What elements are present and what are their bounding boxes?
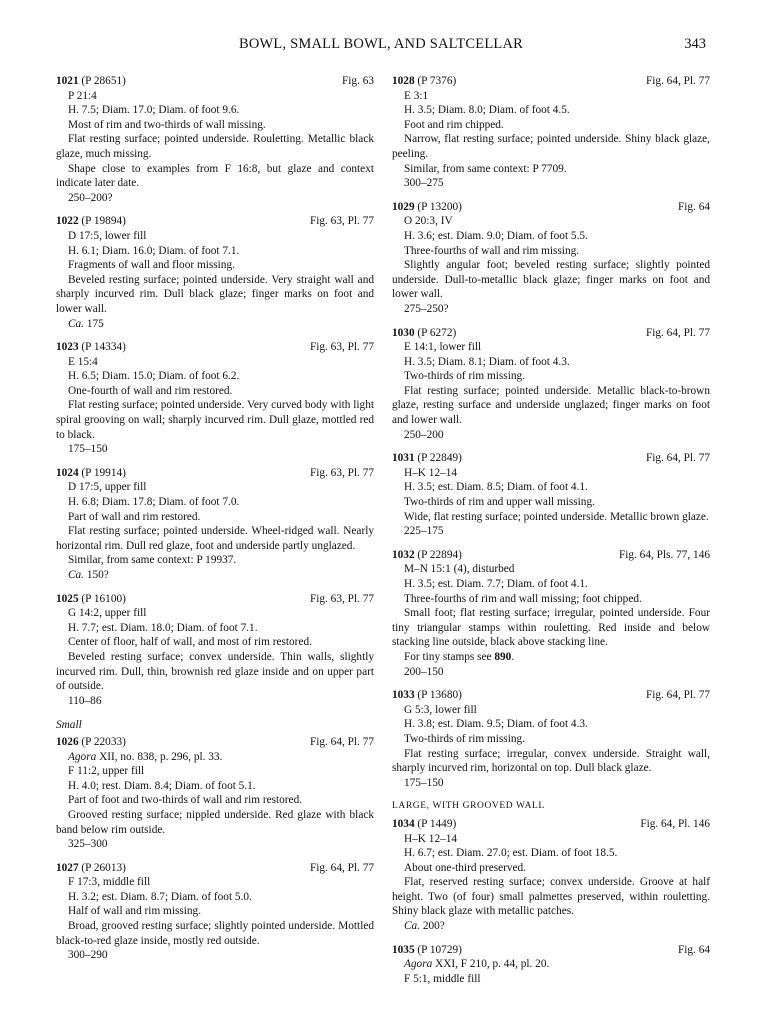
page-header [56, 36, 706, 56]
condition: Three-fourths of wall and rim missing. [404, 244, 580, 257]
right-column [392, 74, 710, 995]
deposit: H–K 12–14 [404, 466, 458, 479]
deposit: G 5:3, lower fill [404, 703, 477, 716]
entry-number: 1022 [56, 215, 79, 228]
figure-reference: Fig. 64 [677, 200, 710, 213]
deposit: G 14:2, upper fill [68, 607, 147, 620]
bibliography [392, 957, 710, 972]
inventory-number: (P 13680) [417, 689, 462, 702]
condition: Two-thirds of rim missing. [404, 732, 525, 745]
figure-reference: Fig. 63, Pl. 77 [309, 215, 374, 228]
catalog-entry-1028 [392, 74, 710, 191]
figure-reference: Fig. 64 [677, 943, 710, 956]
catalog-entry-1023 [56, 340, 374, 457]
entry-number: 1030 [392, 326, 415, 339]
date-circa: Ca. [68, 317, 85, 330]
condition: Center of floor, half of wall, and most of rim restored. [68, 636, 312, 649]
catalog-entry-1033 [392, 688, 710, 790]
condition: Two-thirds of rim missing. [404, 370, 525, 383]
catalog-entry-1026 [56, 735, 374, 852]
deposit: D 17:5, upper fill [68, 481, 147, 494]
catalog-entry-1025 [56, 592, 374, 709]
dimensions: H. 7.5; Diam. 17.0; Diam. of foot 9.6. [68, 104, 240, 117]
date-value: 150? [86, 569, 109, 581]
catalog-entry-1024 [56, 466, 374, 583]
inventory-number: (P 26013) [81, 861, 126, 874]
page-number: 343 [684, 36, 706, 52]
date: 300–290 [68, 949, 108, 962]
bibliography-series: Agora [404, 958, 433, 971]
figure-reference: Fig. 64, Pl. 77 [645, 689, 710, 702]
section-subheading: LARGE, WITH GROOVED WALL [392, 801, 545, 812]
catalog-entry-1029 [392, 200, 710, 317]
comparanda: Similar, from same context: P 19937. [68, 554, 237, 567]
date-circa: Ca. [68, 569, 85, 581]
dimensions: H. 3.5; est. Diam. 8.5; Diam. of foot 4.1. [404, 481, 588, 494]
cross-reference-text: For tiny stamps see [404, 650, 492, 663]
description: Flat resting surface; irregular, convex underside. Straight wall, sharply incurved rim, horizontal on top. Dull black glaze. [392, 747, 710, 775]
dimensions: H. 3.5; Diam. 8.0; Diam. of foot 4.5. [404, 104, 570, 117]
dimensions: H. 3.8; est. Diam. 9.5; Diam. of foot 4.3. [404, 718, 588, 731]
dimensions: H. 6.1; Diam. 16.0; Diam. of foot 7.1. [68, 244, 240, 257]
condition: One-fourth of wall and rim restored. [68, 384, 233, 397]
section-subheading: Small [56, 719, 82, 732]
figure-reference: Fig. 63, Pl. 77 [309, 466, 374, 479]
figure-reference: Fig. 63, Pl. 77 [309, 341, 374, 354]
entry-number: 1034 [392, 817, 415, 830]
description: Slightly angular foot; beveled resting surface; slightly pointed underside. Dull-to-metallic black glaze; finger marks on foot and lower wall. [392, 259, 710, 301]
date-value: 175 [86, 317, 104, 330]
inventory-number: (P 14334) [81, 341, 126, 354]
condition: Two-thirds of rim and upper wall missing. [404, 496, 595, 509]
inventory-number: (P 6272) [417, 326, 457, 339]
cross-reference-period: . [511, 650, 515, 663]
description: Beveled resting surface; convex underside. Thin walls, slightly incurved rim. Dull, thin, brownish red glaze inside and on upper part of outside. [56, 650, 374, 693]
date: 175–150 [68, 443, 108, 456]
figure-reference: Fig. 64, Pl. 77 [645, 326, 710, 339]
entry-number: 1029 [392, 200, 415, 213]
cross-reference [392, 650, 710, 665]
entry-number: 1028 [392, 75, 415, 87]
description: Flat resting surface; pointed underside. Wheel-ridged wall. Nearly horizontal rim. Dull red glaze, foot and underside partly unglazed. [56, 525, 374, 552]
bibliography: Agora XII, no. 838, p. 296, pl. 33. [68, 750, 223, 763]
date [392, 919, 710, 934]
description: Flat resting surface; pointed underside. Rouletting. Metallic black glaze, much missing. [56, 133, 374, 160]
figure-reference: Fig. 64, Pl. 77 [309, 861, 374, 874]
date: 250–200 [404, 428, 444, 441]
bibliography-citation: XXI, F 210, p. 44, pl. 20. [435, 958, 550, 971]
comparanda: Similar, from same context: P 7709. [404, 162, 567, 175]
dimensions: H. 3.6; est. Diam. 9.0; Diam. of foot 5.5. [404, 229, 588, 242]
entry-number: 1023 [56, 341, 79, 354]
deposit: F 11:2, upper fill [68, 765, 145, 778]
inventory-number: (P 19914) [81, 466, 126, 479]
date-circa: Ca. [404, 920, 421, 933]
inventory-number: (P 16100) [81, 592, 126, 605]
dimensions: H. 3.2; est. Diam. 8.7; Diam. of foot 5.0. [68, 890, 252, 903]
inventory-number: (P 7376) [417, 75, 457, 87]
figure-reference: Fig. 64, Pl. 77 [645, 452, 710, 465]
entry-number: 1031 [392, 452, 415, 465]
date: 225–175 [404, 525, 444, 538]
entry-number: 1025 [56, 592, 79, 605]
condition: Three-fourths of rim and wall missing; foot chipped. [404, 592, 642, 605]
dimensions: H. 4.0; rest. Diam. 8.4; Diam. of foot 5.1. [68, 779, 256, 792]
inventory-number: (P 28651) [81, 75, 126, 87]
deposit: E 15:4 [68, 355, 98, 368]
inventory-number: (P 22849) [417, 452, 462, 465]
condition: Fragments of wall and floor missing. [68, 259, 235, 272]
entry-number: 1026 [56, 735, 79, 748]
deposit: D 17:5, lower fill [68, 229, 147, 242]
figure-reference: Fig. 63 [341, 75, 374, 87]
entry-number: 1035 [392, 943, 415, 956]
description: Flat resting surface; pointed underside. Metallic black-to-brown glaze, resting surface and underside unglazed; finger marks on foot and lower wall. [392, 384, 710, 427]
description: Flat, reserved resting surface; convex underside. Groove at half height. Two (of four) small palmettes preserved, within rouletting. Shiny black glaze with metallic patches. [392, 876, 710, 918]
deposit: E 14:1, lower fill [404, 341, 482, 354]
condition: Part of foot and two-thirds of wall and rim restored. [68, 794, 303, 807]
figure-reference: Fig. 64, Pl. 77 [309, 735, 374, 748]
inventory-number: (P 13200) [417, 200, 462, 213]
dimensions: H. 7.7; est. Diam. 18.0; Diam. of foot 7.1. [68, 621, 258, 634]
deposit: E 3:1 [404, 89, 429, 102]
catalog-entry-1035 [392, 943, 710, 987]
cross-reference-number[interactable]: 890 [494, 650, 512, 663]
catalog-entry-1027 [56, 861, 374, 963]
description: Narrow, flat resting surface; pointed underside. Shiny black glaze, peeling. [392, 133, 710, 160]
date-value: 200? [422, 920, 445, 933]
catalog-entry-1032 [392, 548, 710, 679]
date: 250–200? [68, 191, 113, 204]
deposit: P 21:4 [68, 89, 97, 102]
entry-number: 1027 [56, 861, 79, 874]
inventory-number: (P 19894) [81, 215, 126, 228]
date [56, 317, 374, 332]
deposit: F 5:1, middle fill [404, 972, 481, 985]
catalog-entry-1034 [392, 817, 710, 934]
date: 175–150 [404, 776, 444, 789]
entry-number: 1021 [56, 75, 79, 87]
dimensions: H. 6.8; Diam. 17.8; Diam. of foot 7.0. [68, 496, 240, 509]
description: Broad, grooved resting surface; slightly pointed underside. Mottled black-to-red glaze inside, mostly red outside. [56, 920, 374, 947]
dimensions: H. 3.5; est. Diam. 7.7; Diam. of foot 4.1. [404, 578, 588, 590]
comment: Shape close to examples from F 16:8, but glaze and context indicate later date. [56, 162, 374, 190]
condition: About one-third preserved. [404, 861, 527, 874]
inventory-number: (P 10729) [417, 943, 462, 956]
condition: Foot and rim chipped. [404, 118, 504, 131]
condition: Most of rim and two-thirds of wall missing. [68, 118, 266, 131]
figure-reference: Fig. 64, Pl. 146 [640, 817, 710, 830]
deposit: M–N 15:1 (4), disturbed [404, 563, 515, 576]
deposit: F 17:3, middle fill [68, 876, 151, 889]
dimensions: H. 6.7; est. Diam. 27.0; est. Diam. of foot 18.5. [404, 847, 618, 860]
description: Small foot; flat resting surface; irregular, pointed underside. Four tiny triangular stamps within rouletting. Red inside and below stacking line outside, black above stacking line. [392, 607, 710, 649]
description: Wide, flat resting surface; pointed underside. Metallic brown glaze. [404, 510, 709, 523]
date: 110–86 [68, 694, 102, 707]
figure-reference: Fig. 64, Pls. 77, 146 [618, 548, 710, 561]
entry-number: 1024 [56, 466, 79, 479]
catalog-entry-1031 [392, 451, 710, 539]
running-title: BOWL, SMALL BOWL, AND SALTCELLAR [238, 36, 524, 52]
dimensions: H. 3.5; Diam. 8.1; Diam. of foot 4.3. [404, 355, 570, 368]
catalog-entry-1030 [392, 326, 710, 443]
catalog-entry-1021 [56, 74, 374, 205]
date: 275–250? [404, 302, 449, 315]
condition: Part of wall and rim restored. [68, 510, 201, 523]
date: 325–300 [68, 838, 108, 851]
entry-number: 1032 [392, 548, 415, 561]
deposit: H–K 12–14 [404, 832, 458, 845]
left-column [56, 74, 374, 972]
dimensions: H. 6.5; Diam. 15.0; Diam. of foot 6.2. [68, 370, 240, 383]
inventory-number: (P 22894) [417, 548, 462, 561]
description: Beveled resting surface; pointed underside. Very straight wall and sharply incurved rim. Dull black glaze; finger marks on foot and lower wall. [56, 273, 374, 315]
catalog-entry-1022 [56, 214, 374, 331]
figure-reference: Fig. 63, Pl. 77 [309, 592, 374, 605]
date: 300–275 [404, 177, 444, 190]
date [56, 568, 374, 583]
figure-reference: Fig. 64, Pl. 77 [645, 75, 710, 87]
inventory-number: (P 22033) [81, 735, 126, 748]
description: Flat resting surface; pointed underside. Very curved body with light spiral grooving on wall; sharply incurved rim. Dull glaze, mottled red to black. [56, 399, 374, 441]
description: Grooved resting surface; nippled underside. Red glaze with black band below rim outside. [56, 808, 374, 836]
entry-number: 1033 [392, 689, 415, 702]
date: 200–150 [404, 665, 444, 678]
condition: Half of wall and rim missing. [68, 905, 202, 918]
deposit: O 20:3, IV [404, 215, 453, 228]
inventory-number: (P 1449) [417, 817, 457, 830]
